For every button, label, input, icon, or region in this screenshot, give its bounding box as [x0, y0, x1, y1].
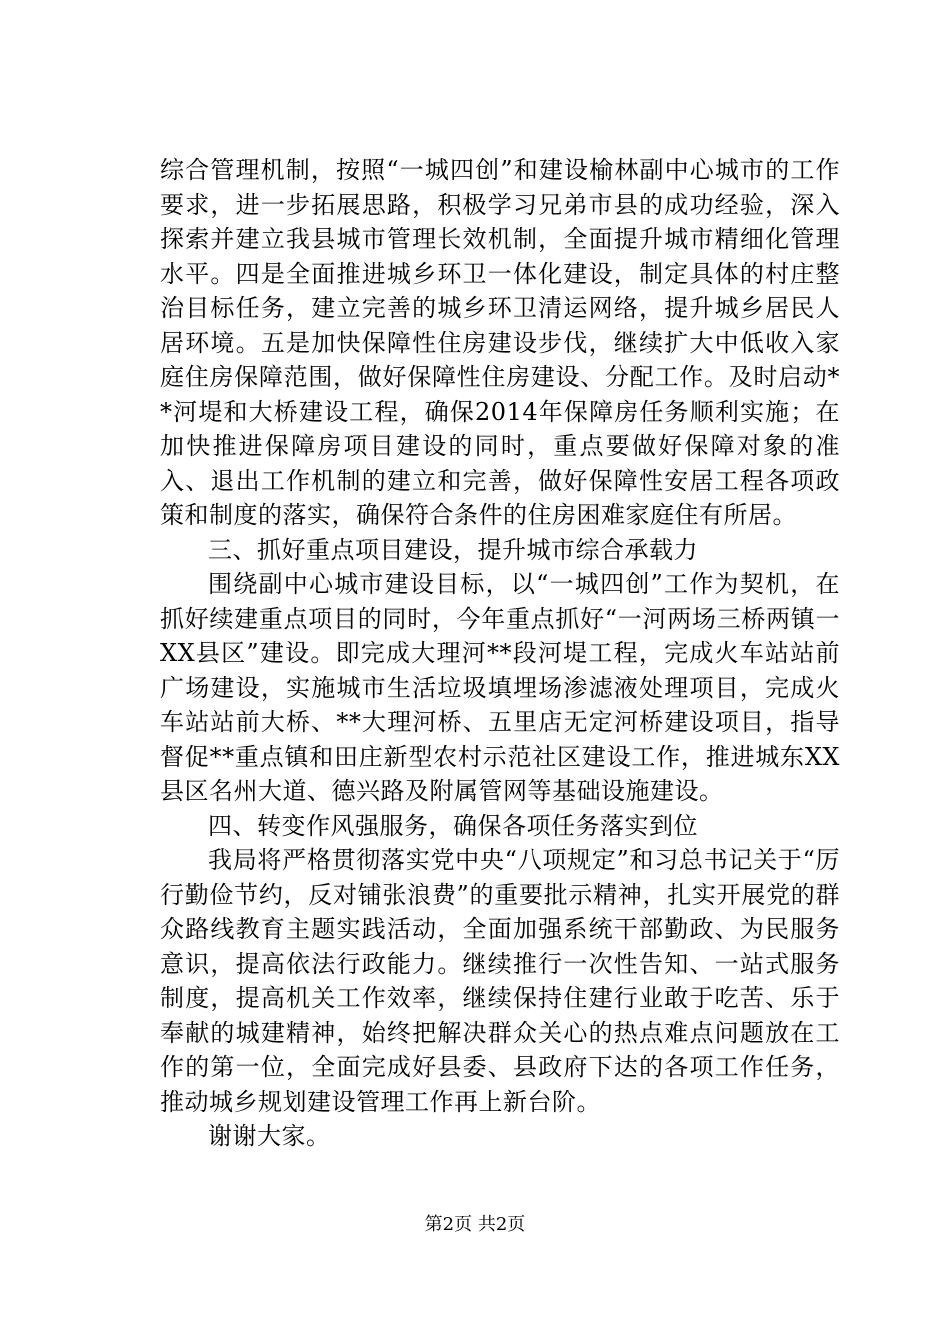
document-body — [160, 153, 840, 1154]
page-footer: 第2页 共2页 — [424, 1214, 526, 1235]
paragraph-1: 综合管理机制，按照“一城四创”和建设榆林副中心城市的工作要求，进一步拓展思路，积极学习兄弟市县的成功经验，深入探索并建立我县城市管理长效机制，全面提升城市精细化管理水平。四是全面推进城乡环卫一体化建设，制定具体的村庄整治目标任务，建立完善的城乡环卫清运网络，提升城乡居民人居环境。五是加快保障性住房建设步伐，继续扩大中低收入家庭住房保障范围，做好保障性住房建设、分配工作。及时启动**河堤和大桥建设工程，确保2014年保障房任务顺利实施；在加快推进保障房项目建设的同时，重点要做好保障对象的准入、退出工作机制的建立和完善，做好保障性安居工程各项政策和制度的落实，确保符合条件的住房困难家庭住有所居。 — [160, 156, 840, 529]
section-heading-4: 四、转变作风强服务，确保各项任务落实到位 — [208, 811, 698, 840]
paragraph-3: 我局将严格贯彻落实党中央“八项规定”和习总书记关于“厉行勤俭节约，反对铺张浪费”的重要批示精神，扎实开展党的群众路线教育主题实践活动，全面加强系统干部勤政、为民服务意识，提高依法行政能力。继续推行一次性告知、一站式服务制度，提高机关工作效率，继续保持住建行业敢于吃苦、乐于奉献的城建精神，始终把解决群众关心的热点难点问题放在工作的第一位，全面完成好县委、县政府下达的各项工作任务，推动城乡规划建设管理工作再上新台阶。 — [160, 846, 840, 1116]
closing-remark: 谢谢大家。 — [208, 1122, 331, 1150]
section-heading-3: 三、抓好重点项目建设，提升城市综合承载力 — [208, 535, 698, 564]
paragraph-2: 围绕副中心城市建设目标，以“一城四创”工作为契机，在抓好续建重点项目的同时，今年重点抓好“一河两场三桥两镇一XX县区”建设。即完成大理河**段河堤工程，完成火车站站前广场建设，实施城市生活垃圾填埋场渗滤液处理项目，完成火车站站前大桥、**大理河桥、五里店无定河桥建设项目，指导督促**重点镇和田庄新型农村示范社区建设工作，推进城东XX县区名州大道、德兴路及附属管网等基础设施建设。 — [160, 570, 840, 805]
